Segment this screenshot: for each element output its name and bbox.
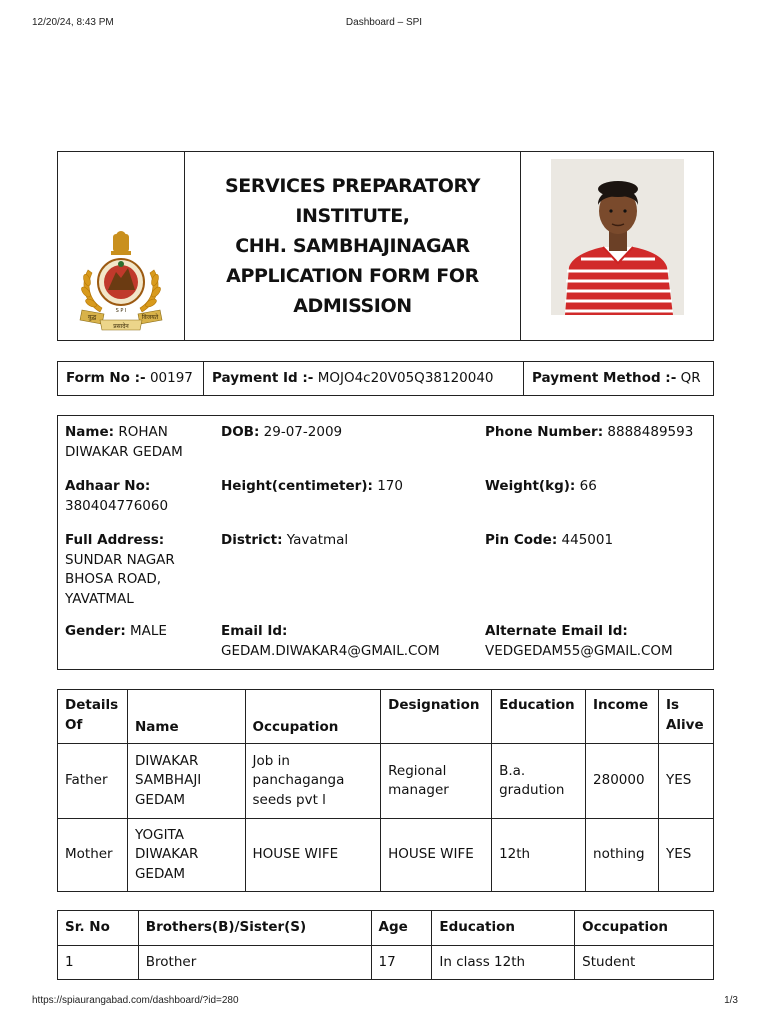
print-datetime: 12/20/24, 8:43 PM <box>32 17 114 28</box>
cell-sibling-type: Brother <box>138 946 371 980</box>
print-header <box>0 17 768 31</box>
title-line-5: ADMISSION <box>293 295 412 317</box>
address-value: SUNDAR NAGAR BHOSA ROAD, YAVATMAL <box>65 551 175 607</box>
cell-sr-no: 1 <box>58 946 139 980</box>
cell-name: DIWAKAR SAMBHAJI GEDAM <box>127 744 245 819</box>
siblings-header-row <box>58 911 714 946</box>
dob-value: 29-07-2009 <box>263 424 343 440</box>
cell-age: 17 <box>371 946 432 980</box>
dob-field <box>221 423 471 443</box>
cell-designation: HOUSE WIFE <box>381 819 492 892</box>
logo-monogram: S P I <box>115 308 127 314</box>
cell-is-alive: YES <box>658 819 713 892</box>
photo-cell <box>521 152 713 340</box>
cell-occupation: HOUSE WIFE <box>245 819 381 892</box>
print-url: https://spiaurangabad.com/dashboard/?id=280 <box>32 995 239 1006</box>
th-sr-no: Sr. No <box>58 911 139 946</box>
table-row <box>58 946 714 980</box>
email-field <box>221 622 476 661</box>
payment-method-label: Payment Method :- <box>532 370 677 386</box>
name-label: Name: <box>65 424 115 440</box>
phone-field <box>485 423 710 443</box>
th-details-of: Details Of <box>58 690 128 744</box>
th-occupation: Occupation <box>245 690 381 744</box>
name-field <box>65 423 205 462</box>
personal-details <box>57 415 714 670</box>
siblings-table <box>57 910 714 980</box>
weight-value: 66 <box>579 478 597 494</box>
form-info-bar <box>57 361 714 396</box>
aadhaar-field <box>65 477 205 516</box>
th-education: Education <box>492 690 586 744</box>
payment-id-cell <box>204 362 524 395</box>
th-sibling-occupation: Occupation <box>575 911 714 946</box>
parents-header-row <box>58 690 714 744</box>
th-sibling-education: Education <box>432 911 575 946</box>
form-header <box>57 151 714 341</box>
cell-education: 12th <box>492 819 586 892</box>
payment-method-value: QR <box>680 370 701 386</box>
email-label: Email Id: <box>221 623 288 639</box>
print-page-count: 1/3 <box>724 995 738 1006</box>
district-label: District: <box>221 532 283 548</box>
institute-logo <box>58 152 184 340</box>
logo-cell <box>58 152 185 340</box>
parents-table <box>57 689 714 892</box>
cell-sibling-education: In class 12th <box>432 946 575 980</box>
pincode-field <box>485 531 710 551</box>
institute-title <box>185 152 521 340</box>
title-line-2: INSTITUTE, <box>295 205 410 227</box>
logo-motto-right: विजयते <box>141 314 159 321</box>
phone-value: 8888489593 <box>607 424 694 440</box>
height-label: Height(centimeter): <box>221 478 373 494</box>
th-name: Name <box>127 690 245 744</box>
form-no-label: Form No :- <box>66 370 146 386</box>
weight-label: Weight(kg): <box>485 478 576 494</box>
alt-email-field <box>485 622 713 661</box>
title-line-3: CHH. SAMBHAJINAGAR <box>235 235 470 257</box>
pincode-label: Pin Code: <box>485 532 558 548</box>
dob-label: DOB: <box>221 424 260 440</box>
form-no-cell <box>58 362 204 395</box>
address-field <box>65 531 195 609</box>
cell-income: nothing <box>586 819 659 892</box>
cell-occupation: Job in panchaganga seeds pvt l <box>245 744 381 819</box>
applicant-photo <box>551 159 684 315</box>
phone-label: Phone Number: <box>485 424 604 440</box>
address-label: Full Address: <box>65 532 165 548</box>
cell-designation: Regional manager <box>381 744 492 819</box>
height-field <box>221 477 471 497</box>
cell-income: 280000 <box>586 744 659 819</box>
cell-sibling-occupation: Student <box>575 946 714 980</box>
title-line-4: APPLICATION FORM FOR <box>226 265 479 287</box>
cell-relation: Mother <box>58 819 128 892</box>
logo-motto-bottom: प्रसादेन <box>113 323 129 330</box>
th-is-alive: Is Alive <box>658 690 713 744</box>
th-age: Age <box>371 911 432 946</box>
district-value: Yavatmal <box>286 532 349 548</box>
payment-method-cell <box>524 362 713 395</box>
name-value: ROHAN DIWAKAR GEDAM <box>65 424 183 460</box>
th-brother-sister: Brothers(B)/Sister(S) <box>138 911 371 946</box>
print-page-title: Dashboard – SPI <box>345 17 423 28</box>
cell-relation: Father <box>58 744 128 819</box>
gender-field <box>65 622 215 642</box>
form-no-value: 00197 <box>149 370 193 386</box>
logo-motto-left: युद्ध <box>87 314 97 321</box>
table-row <box>58 819 714 892</box>
th-designation: Designation <box>381 690 492 744</box>
alt-email-value: VEDGEDAM55@GMAIL.COM <box>485 642 673 659</box>
th-income: Income <box>586 690 659 744</box>
weight-field <box>485 477 710 497</box>
cell-is-alive: YES <box>658 744 713 819</box>
gender-value: MALE <box>130 623 167 639</box>
email-value: GEDAM.DIWAKAR4@GMAIL.COM <box>221 642 440 659</box>
pincode-value: 445001 <box>561 532 614 548</box>
title-line-1: SERVICES PREPARATORY <box>224 175 481 197</box>
height-value: 170 <box>377 478 403 494</box>
payment-id-value: MOJO4c20V05Q38120040 <box>317 370 494 386</box>
table-row <box>58 744 714 819</box>
payment-id-label: Payment Id :- <box>212 370 314 386</box>
district-field <box>221 531 471 551</box>
gender-label: Gender: <box>65 623 126 639</box>
print-footer <box>0 995 768 1009</box>
cell-name: YOGITA DIWAKAR GEDAM <box>127 819 245 892</box>
alt-email-label: Alternate Email Id: <box>485 623 628 639</box>
cell-education: B.a. gradution <box>492 744 586 819</box>
aadhaar-value: 380404776060 <box>65 497 169 514</box>
aadhaar-label: Adhaar No: <box>65 478 151 494</box>
